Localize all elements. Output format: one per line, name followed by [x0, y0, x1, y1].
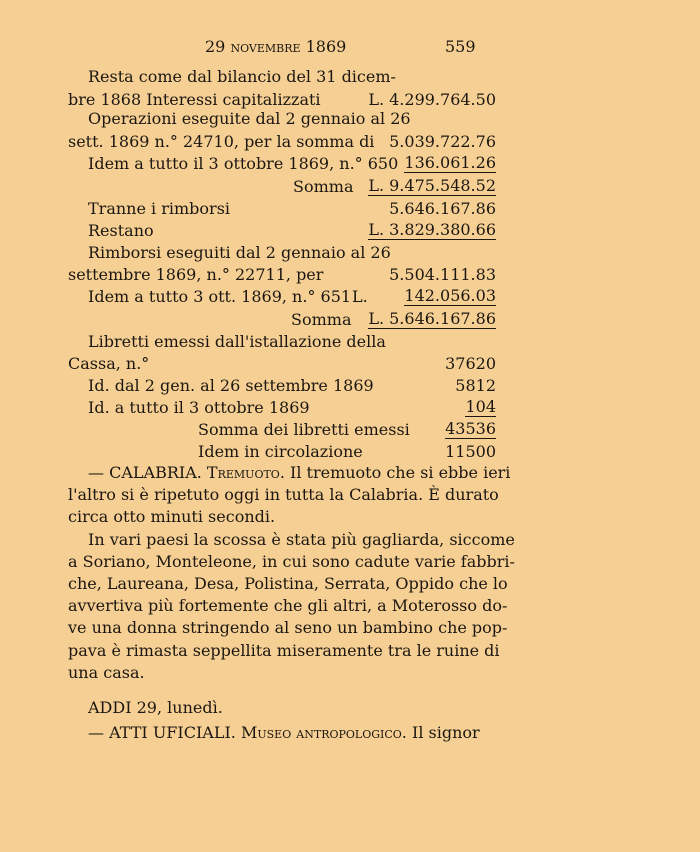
id-amount-1: 5812	[455, 376, 496, 395]
atti-heading: Museo antropologico.	[240, 723, 407, 742]
circolazione-amount: 11500	[445, 442, 496, 461]
calabria-p2-line-6: pava è rimasta seppellita miseramente tra le ruine di	[68, 641, 500, 660]
rimborsi-amount: 5.504.111.83	[389, 265, 496, 284]
rimborsi-text-2: settembre 1869, n.° 22711, per	[68, 265, 324, 284]
resta-line-1	[88, 66, 396, 87]
calabria-p2-line-7: una casa.	[68, 663, 145, 682]
libretti-line-1	[88, 331, 386, 352]
calabria-line-2: l'altro si è ripetuto oggi in tutta la Calabria. È durato	[68, 485, 499, 504]
rimborsi-text-1: Rimborsi eseguiti dal 2 gennaio al 26	[88, 243, 391, 262]
calabria-text-1: Il tremuoto che si ebbe ieri	[290, 463, 511, 482]
calabria-heading: Tremuoto.	[206, 463, 285, 482]
tranne-amount: 5.646.167.86	[389, 199, 496, 218]
atti-lead: — ATTI UFICIALI.	[88, 723, 236, 742]
calabria-p2-line-2: a Soriano, Monteleone, in cui sono cadute varie fabbri-	[68, 552, 515, 571]
libretti-amount: 37620	[445, 354, 496, 373]
idem-text-2: Idem a tutto 3 ott. 1869, n.° 651	[88, 287, 352, 306]
calabria-lead: — CALABRIA.	[88, 463, 202, 482]
somma-amount-2: L. 5.646.167.86	[368, 309, 496, 328]
calabria-p2-line-5: ve una donna stringendo al seno un bambino che pop-	[68, 618, 508, 637]
id-text-2: Id. a tutto il 3 ottobre 1869	[88, 398, 310, 417]
somma-libretti-label: Somma dei libretti emessi	[198, 420, 410, 439]
operazioni-amount: 5.039.722.76	[389, 132, 496, 151]
idem-currency-2: L.	[352, 287, 368, 306]
restano-label: Restano	[88, 221, 154, 240]
tranne-label: Tranne i rimborsi	[88, 199, 231, 218]
operazioni-line-1	[88, 108, 411, 129]
atti-tail: Il signor	[412, 723, 480, 742]
circolazione-label: Idem in circolazione	[198, 442, 363, 461]
calabria-p2-line-3: che, Laureana, Desa, Polistina, Serrata, Oppido che lo	[68, 574, 508, 593]
idem-amount-2: 142.056.03	[404, 286, 496, 305]
idem-text-1: Idem a tutto il 3 ottobre 1869, n.° 650	[88, 154, 399, 173]
resta-amount: L. 4.299.764.50	[368, 90, 496, 109]
calabria-line-3: circa otto minuti secondi.	[68, 507, 276, 526]
libretti-text-1: Libretti emessi dall'istallazione della	[88, 332, 386, 351]
somma-amount-1: L. 9.475.548.52	[368, 176, 496, 195]
resta-text-1: Resta come dal bilancio del 31 dicem-	[88, 67, 396, 86]
running-header-date: 29 novembre 1869	[205, 37, 347, 56]
idem-amount-1: 136.061.26	[404, 153, 496, 172]
calabria-line-1	[88, 462, 511, 483]
rimborsi-line-1	[88, 242, 391, 263]
somma-label-2: Somma	[291, 310, 352, 329]
operazioni-text-1: Operazioni eseguite dal 2 gennaio al 26	[88, 109, 411, 128]
somma-libretti-amount: 43536	[445, 419, 496, 438]
libretti-text-2: Cassa, n.°	[68, 354, 150, 373]
atti-line	[88, 722, 496, 743]
calabria-p2-line-4: avvertiva più fortemente che gli altri, a Moterosso do-	[68, 596, 508, 615]
addi-line: ADDI 29, lunedì.	[88, 698, 223, 717]
calabria-p2-line-1: In vari paesi la scossa è stata più gagliarda, siccome	[88, 530, 515, 549]
page-number: 559	[445, 37, 476, 56]
restano-amount: L. 3.829.380.66	[368, 220, 496, 239]
somma-label-1: Somma	[293, 177, 354, 196]
resta-text-2: bre 1868 Interessi capitalizzati	[68, 90, 321, 109]
id-amount-2: 104	[465, 397, 496, 416]
operazioni-text-2: sett. 1869 n.° 24710, per la somma di	[68, 132, 375, 151]
id-text-1: Id. dal 2 gen. al 26 settembre 1869	[88, 376, 374, 395]
